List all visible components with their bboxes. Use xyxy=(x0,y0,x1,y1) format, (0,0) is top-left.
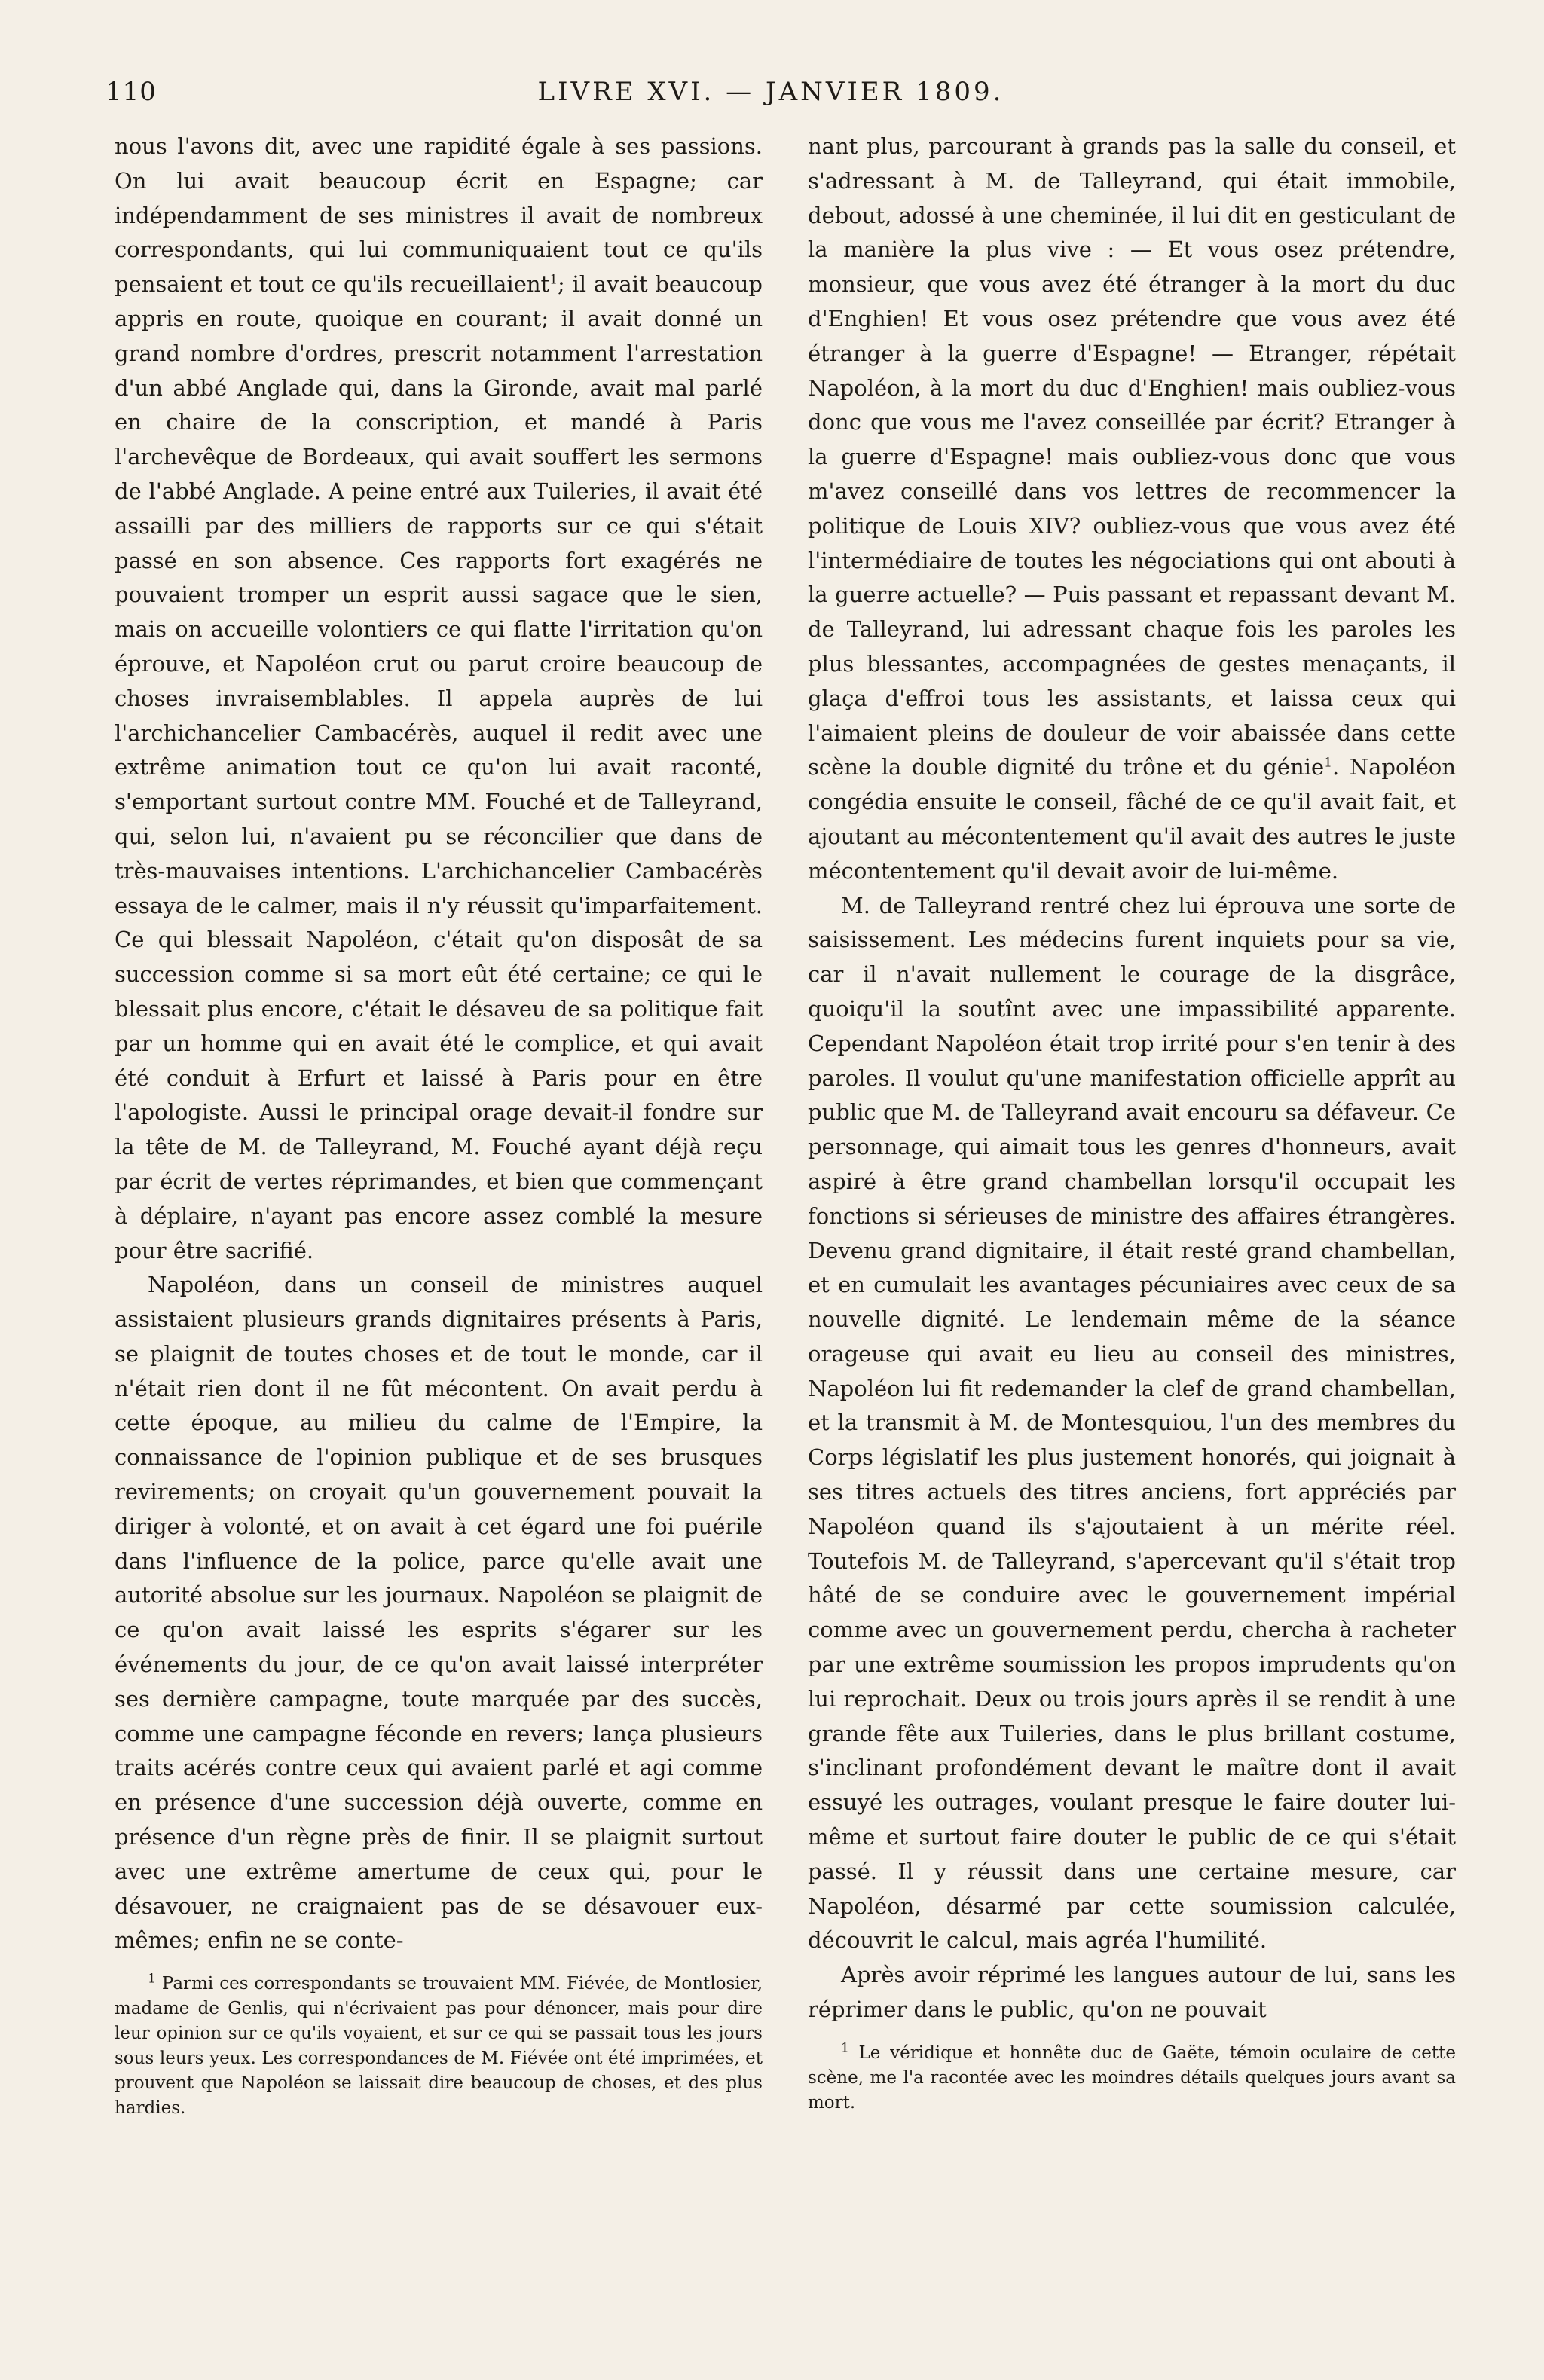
right-paragraph-1 xyxy=(808,130,1456,889)
left-paragraph-1-text: nous l'avons dit, avec une rapidité égale à ses passions. On lui avait beaucoup écrit en Espagne; car indépendamment de ses ministres il avait de nombreux correspondants, qui lui communiquaient tout ce qu'ils pensaient et tout ce qu'ils recueillaient xyxy=(115,133,763,298)
running-head: LIVRE XVI. — JANVIER 1809. xyxy=(537,77,1004,107)
footnote-reference: 1 xyxy=(1324,755,1332,771)
right-paragraph-1-rest: . Napoléon congédia ensuite le conseil, fâché de ce qu'il avait fait, et ajoutant au mécontentement qu'il avait des autres le juste mécontentement qu'il devait avoir de lui-même. xyxy=(808,754,1457,884)
footnote-number: 1 xyxy=(148,1971,156,1987)
left-footnote xyxy=(115,1972,763,2121)
right-footnote xyxy=(808,2041,1456,2116)
right-paragraph-3: Après avoir réprimé les langues autour de lui, sans les réprimer dans le public, qu'on ne pouvait xyxy=(808,1962,1456,2023)
left-footnote-text xyxy=(115,1972,763,2121)
left-paragraph-1-rest: ; il avait beaucoup appris en route, quoique en courant; il avait donné un grand nombre d'ordres, prescrit notamment l'arrestation d'un abbé Anglade qui, dans la Gironde, avait mal parlé en chaire de la conscription, et mandé à Paris l'archevêque de Bordeaux, qui avait souffert les sermons de l'abbé Anglade. A peine entré aux Tuileries, il avait été assailli par des milliers de rapports sur ce qui s'était passé en son absence. Ces rapports fort exagérés ne pouvaient tromper un esprit aussi sagace que le sien, mais on accueille volontiers ce qui flatte l'irritation qu'on éprouve, et Napoléon crut ou parut croire beaucoup de choses invraisemblables. Il appela auprès de lui l'archichancelier Cambacérès, auquel il redit avec une extrême animation tout ce qu'on lui avait raconté, s'emportant surtout contre MM. Fouché et de Talleyrand, qui, selon lui, n'avaient pu se réconcilier que dans de très-mauvaises intentions. L'archichancelier Cambacérès essaya de le calmer, mais il n'y réussit qu'imparfaitement. Ce qui blessait Napoléon, c'était qu'on disposât de sa succession comme si sa mort eût été certaine; ce qui le blessait plus encore, c'était le désaveu de sa politique fait par un homme qui en avait été le complice, et qui avait été conduit à Erfurt et laissé à Paris pour en être l'apologiste. Aussi le principal orage devait-il fondre sur la tête de M. de Talleyrand, M. Fouché ayant déjà reçu par écrit de vertes réprimandes, et bien que commençant à déplaire, n'ayant pas encore assez comblé la mesure pour être sacrifié. xyxy=(115,271,763,1263)
left-footnote-body: Parmi ces correspondants se trouvaient MM. Fiévée, de Montlosier, madame de Genlis, qui n'écrivaient pas pour dénoncer, mais pour dire leur opinion sur ce qu'ils voyaient, et sur ce qui se passait tous les jours sous leurs yeux. Les correspondances de M. Fiévée ont été imprimées, et prouvent que Napoléon se laissait dire beaucoup de choses, et des plus hardies. xyxy=(115,1974,763,2119)
page-number: 110 xyxy=(105,77,157,107)
footnote-reference: 1 xyxy=(549,272,558,288)
right-paragraph-2: M. de Talleyrand rentré chez lui éprouva une sorte de saisissement. Les médecins furent inquiets pour sa vie, car il n'avait nullement le courage de la disgrâce, quoiqu'il la soutînt avec une impassibilité apparente. Cependant Napoléon était trop irrité pour s'en tenir à des paroles. Il voulut qu'une manifestation officielle apprît au public que M. de Talleyrand avait encouru sa défaveur. Ce personnage, qui aimait tous les genres d'honneurs, avait aspiré à être grand chambellan lorsqu'il occupait les fonctions si sérieuses de ministre des affaires étrangères. Devenu grand dignitaire, il était resté grand chambellan, et en cumulait les avantages pécuniaires avec ceux de sa nouvelle dignité. Le lendemain même de la séance orageuse qui avait eu lieu au conseil des ministres, Napoléon lui fit redemander la clef de grand chambellan, et la transmit à M. de Montesquiou, l'un des membres du Corps législatif les plus justement honorés, qui joignait à ses titres actuels des titres anciens, fort appréciés par Napoléon quand ils s'ajoutaient à un mérite réel. Toutefois M. de Talleyrand, s'apercevant qu'il s'était trop hâté de se conduire avec le gouvernement impérial comme avec un gouvernement perdu, chercha à racheter par une extrême soumission les propos imprudents qu'on lui reprochait. Deux ou trois jours après il se rendit à une grande fête aux Tuileries, dans le plus brillant costume, s'inclinant profondément devant le maître dont il avait essuyé les outrages, voulant presque le faire douter lui-même et surtout faire douter le public de ce qui s'était passé. Il y réussit dans une certaine mesure, car Napoléon, désarmé par cette soumission calculée, découvrit le calcul, mais agréa l'humilité. xyxy=(808,892,1456,1954)
page-header xyxy=(105,77,1436,122)
left-column xyxy=(115,130,763,2121)
right-column xyxy=(808,130,1456,2116)
left-paragraph-1 xyxy=(115,130,763,1268)
right-paragraph-1-text: nant plus, parcourant à grands pas la salle du conseil, et s'adressant à M. de Talleyrand, qui était immobile, debout, adossé à une cheminée, il lui dit en gesticulant de la manière la plus vive : — Et vous osez prétendre, monsieur, que vous avez été étranger à la mort du duc d'Enghien! Et vous osez prétendre que vous avez été étranger à la guerre d'Espagne! — Etranger, répétait Napoléon, à la mort du duc d'Enghien! mais oubliez-vous donc que vous me l'avez conseillée par écrit? Etranger à la guerre d'Espagne! mais oubliez-vous donc que vous m'avez conseillé dans vos lettres de recommencer la politique de Louis XIV? oubliez-vous que vous avez été l'intermédiaire de toutes les négociations qui ont abouti à la guerre actuelle? — Puis passant et repassant devant M. de Talleyrand, lui adressant chaque fois les paroles les plus blessantes, accompagnées de gestes menaçants, il glaça d'effroi tous les assistants, et laissa ceux qui l'aimaient pleins de douleur de voir abaissée dans cette scène la double dignité du trône et du génie xyxy=(808,133,1456,781)
right-footnote-text xyxy=(808,2041,1456,2116)
right-footnote-body: Le véridique et honnête duc de Gaëte, témoin oculaire de cette scène, me l'a racontée avec les moindres détails quelques jours avant sa mort. xyxy=(808,2042,1456,2113)
footnote-number: 1 xyxy=(841,2040,849,2056)
left-paragraph-2: Napoléon, dans un conseil de ministres auquel assistaient plusieurs grands dignitaires présents à Paris, se plaignit de toutes choses et de tout le monde, car il n'était rien dont il ne fût mécontent. On avait perdu à cette époque, au milieu du calme de l'Empire, la connaissance de l'opinion publique et de ses brusques revirements; on croyait qu'un gouvernement pouvait la diriger à volonté, et on avait à cet égard une foi puérile dans l'influence de la police, parce qu'elle avait une autorité absolue sur les journaux. Napoléon se plaignit de ce qu'on avait laissé les esprits s'égarer sur les événements du jour, de ce qu'on avait laissé interpréter ses dernière campagne, toute marquée par des succès, comme une campagne féconde en revers; lança plusieurs traits acérés contre ceux qui avaient parlé et agi comme en présence d'une succession déjà ouverte, comme en présence d'un règne près de finir. Il se plaignit surtout avec une extrême amertume de ceux qui, pour le désavouer, ne craignaient pas de se désavouer eux-mêmes; enfin ne se conte- xyxy=(115,1272,763,1954)
